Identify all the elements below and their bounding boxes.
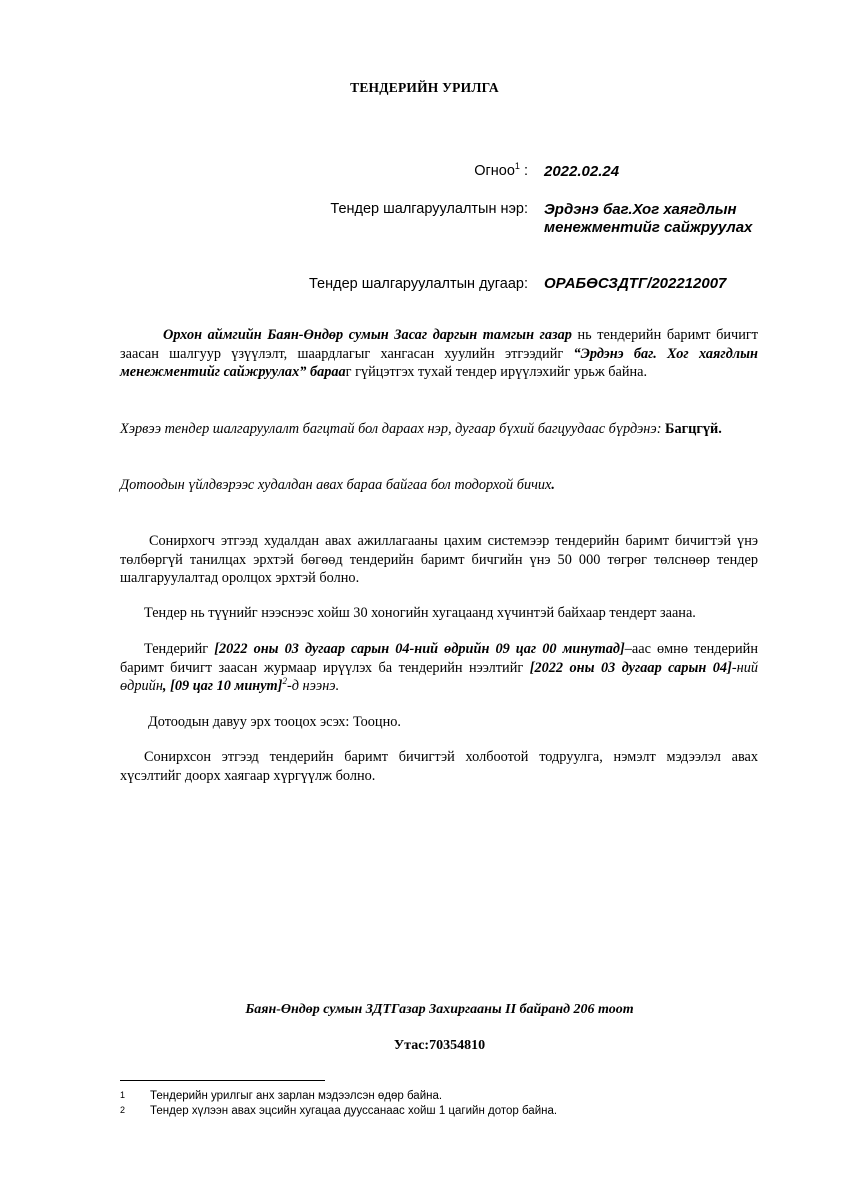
date-label-text: Огноо	[474, 163, 515, 179]
footnote-ref-2[interactable]: 2	[282, 676, 287, 687]
submission-deadline: [2022 оны 03 дугаар сарын 04-ний өдрийн 09 цаг 00 минутад]	[214, 641, 625, 657]
domestic-goods-end: .	[551, 477, 555, 493]
project-name: “Эрдэнэ баг. Хог хаягдлын менежментийг сайжруулах” бараа	[120, 345, 758, 380]
paragraph-domestic-goods	[120, 476, 758, 495]
paragraph-access	[120, 532, 758, 588]
tender-name-label: Тендер шалгаруулалтын нэр:	[330, 201, 528, 217]
footer-address: Баян-Өндөр сумын ЗДТГазар Захиргааны II байранд 206 тоот	[245, 1002, 634, 1017]
tender-name-value: Эрдэнэ баг.Хог хаягдлын менежментийг сайжруулах	[544, 201, 753, 236]
paragraph-validity	[120, 604, 758, 623]
footnote-1-number: 1	[120, 1090, 126, 1100]
deadline-text-g: -д нээнэ.	[286, 678, 340, 694]
deadline-text-c: –аас өмнө тендерийн баримт бичигт заасан журмаар ирүүлэх ба тендерийн нээлтийг	[120, 641, 758, 676]
page-title: ТЕНДЕРИЙН УРИЛГА	[350, 80, 499, 95]
footnote-2-number: 2	[120, 1105, 126, 1115]
date-value: 2022.02.24	[544, 163, 620, 180]
opening-time: , [09 цаг 10 минут]	[162, 678, 283, 694]
deadline-text-e: -ний өдрийн	[120, 659, 758, 694]
tender-number-value: ОРАБӨСЗДТГ/202212007	[544, 275, 727, 292]
date-label-colon: :	[519, 163, 528, 179]
footnote-separator	[120, 1080, 325, 1081]
date-label	[108, 163, 528, 179]
paragraph-lots	[120, 420, 758, 439]
invitation-text-a: нь тендерийн баримт бичигт заасан шалгуур үзүүлэлт, шаардлагыг хангасан хуулийн этгээдийг	[120, 327, 759, 362]
footnote-ref-1[interactable]: 1	[514, 161, 520, 172]
preference-text: Дотоодын давуу эрх тооцох эсэх: Тооцно.	[148, 714, 401, 730]
footnote-1	[120, 1089, 442, 1103]
lots-value: Багцгүй.	[665, 421, 722, 437]
paragraph-invitation	[120, 326, 758, 382]
paragraph-contact	[120, 748, 758, 785]
deadline-text-a: Тендерийг	[144, 641, 215, 657]
opening-date: [2022 оны 03 дугаар сарын 04]	[529, 659, 732, 676]
footer-phone: Утас:70354810	[393, 1038, 486, 1053]
contact-text: Сонирхсон этгээд тендерийн баримт бичигтэй холбоотой тодруулга, нэмэлт мэдээлэл авах хүсэлтийг доорх хаягаар хүргүүлж болно.	[120, 749, 758, 784]
invitation-text-b: г гүйцэтгэх тухай тендер ирүүлэхийг урьж байна.	[345, 364, 648, 380]
footnote-2-text: Тендер хүлээн авах эцсийн хугацаа дууссанаас хойш 1 цагийн дотор байна.	[150, 1105, 558, 1117]
organization-name: Орхон аймгийн Баян-Өндөр сумын Засаг даргын тамгын газар	[163, 327, 572, 343]
paragraph-preference	[120, 713, 758, 732]
access-text: Сонирхогч этгээд худалдан авах ажиллагааны цахим системээр тендерийн баримт бичигтэй үнэ төлбөргүй танилцах эрхтэй бөгөөд тендерийн баримт бичгийн үнэ 50 000 төгрөг төлснөөр тендер шалгаруулалтад оролцох эрхтэй болно.	[120, 533, 758, 586]
validity-text: Тендер нь түүнийг нээснээс хойш 30 хоногийн хугацаанд хүчинтэй байхаар тендерт заана.	[144, 605, 696, 621]
tender-number-label: Тендер шалгаруулалтын дугаар:	[309, 276, 528, 292]
footnote-1-text: Тендерийн урилгыг анх зарлан мэдээлсэн өдөр байна.	[150, 1090, 443, 1102]
paragraph-deadline	[120, 640, 758, 696]
domestic-goods-text: Дотоодын үйлдвэрээс худалдан авах бараа байгаа бол тодорхой бичих	[120, 477, 552, 493]
footnote-2	[120, 1104, 557, 1118]
lots-text: Хэрвээ тендер шалгаруулалт багцтай бол дараах нэр, дугаар бүхий багцуудаас бүрдэнэ:	[120, 421, 666, 437]
